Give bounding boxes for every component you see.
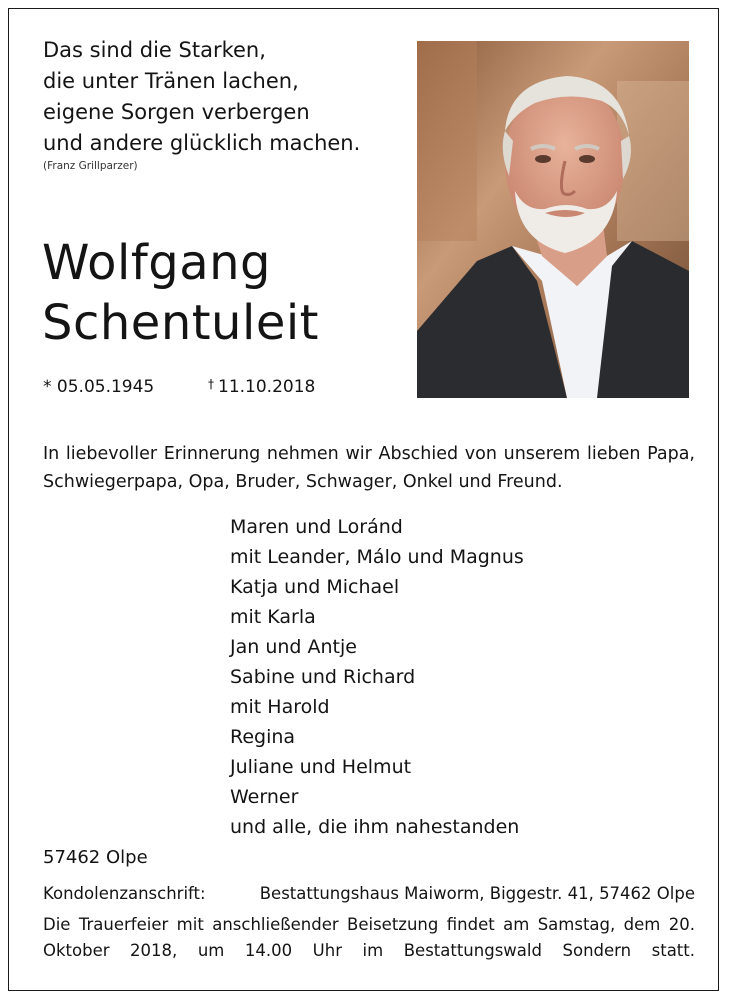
cross-icon: † [208,377,214,391]
list-item: Jan und Antje [230,636,357,658]
list-item: mit Karla [230,606,316,628]
last-name: Schentuleit [42,295,319,351]
quote-line: die unter Tränen lachen, [43,69,299,93]
list-item: Maren und Loránd [230,516,403,538]
condolence-address [43,884,695,903]
first-name: Wolfgang [42,235,272,291]
death-date-group [208,377,315,397]
list-item: mit Harold [230,696,330,718]
condolence-label: Kondolenzanschrift: [43,884,206,903]
birth-date: * 05.05.1945 [43,377,155,397]
quote-block [43,35,360,172]
list-item: Juliane und Helmut [230,756,412,778]
funeral-info: Die Trauerfeier mit anschließender Beisetzung findet am Samstag, dem 20. Oktober 2018, um 14.00 Uhr im Bestattungswald Sondern statt. [43,915,695,960]
quote-line: und andere glücklich machen. [43,131,361,155]
quote-line: Das sind die Starken, [43,38,266,62]
deceased-name [42,233,319,353]
list-item: Sabine und Richard [230,666,416,688]
list-item: Werner [230,786,299,808]
life-dates [43,377,316,397]
quote-author: (Franz Grillparzer) [43,160,138,172]
condolence-value: Bestattungshaus Maiworm, Biggestr. 41, 57462 Olpe [259,884,695,903]
quote-line: eigene Sorgen verbergen [43,100,310,124]
list-item: und alle, die ihm nahestanden [230,816,520,838]
list-item: Regina [230,726,296,748]
portrait-photo [417,41,689,398]
list-item: Katja und Michael [230,576,400,598]
death-date: 11.10.2018 [218,377,316,397]
intro-text: In liebevoller Erinnerung nehmen wir Abschied von unserem lieben Papa, Schwiegerpapa, Opa, Bruder, Schwager, Onkel und Freund. [43,444,695,492]
list-item: mit Leander, Málo und Magnus [230,546,524,568]
family-list [230,512,524,842]
place: 57462 Olpe [43,847,148,868]
